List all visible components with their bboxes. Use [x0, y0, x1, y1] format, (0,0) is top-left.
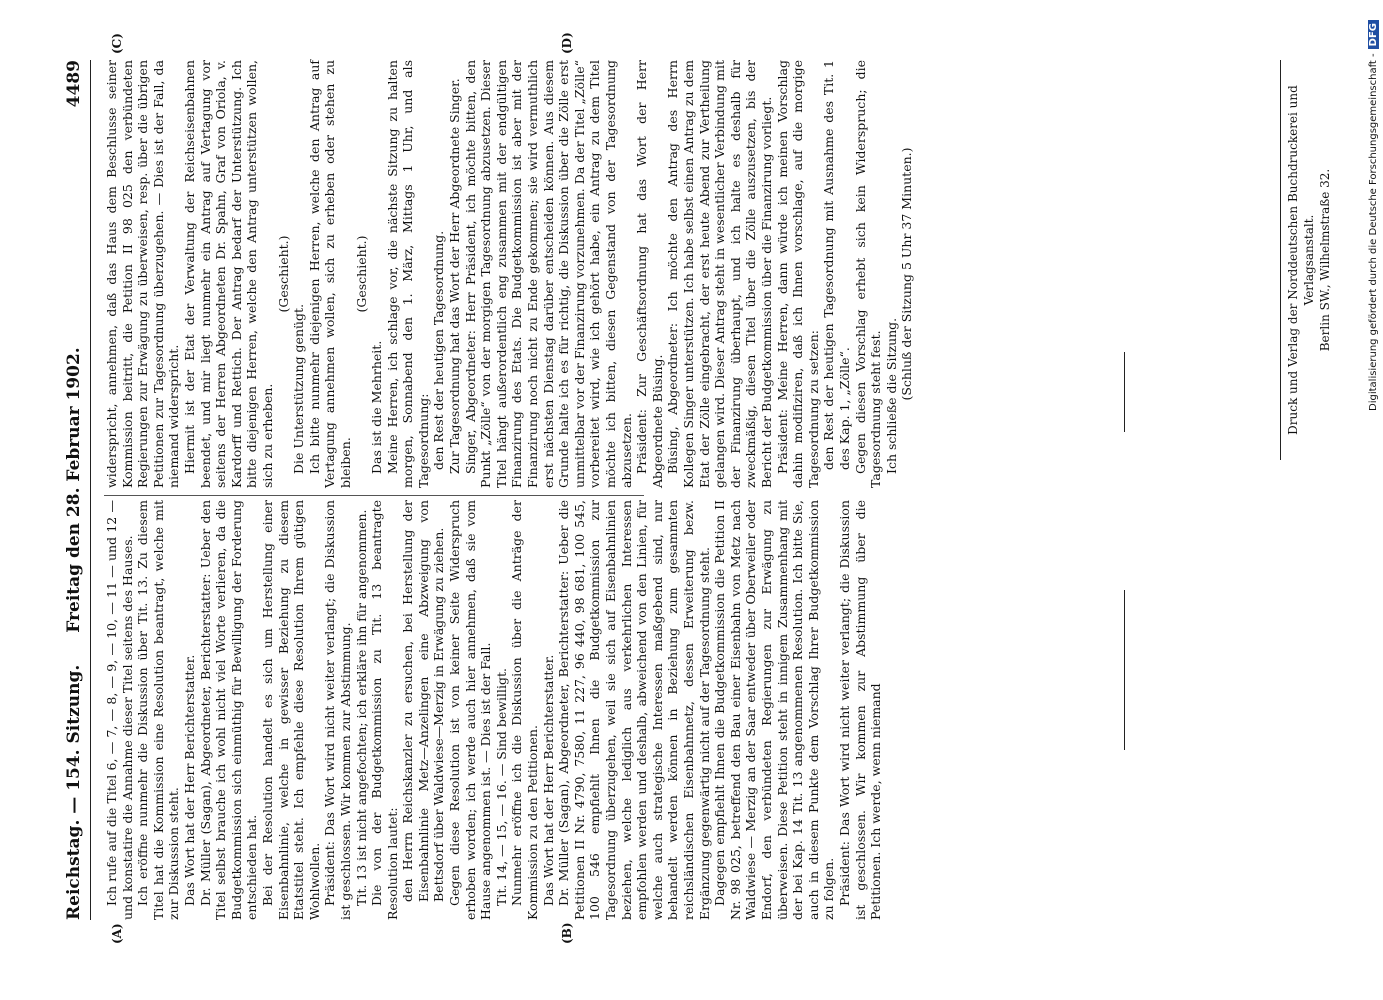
column-divider — [104, 495, 644, 496]
digitization-text: Digitalisierung gefördert durch die Deutsche Forschungsgemeinschaft - — [1368, 53, 1379, 411]
resolution-text: den Herrn Reichskanzler zu ersuchen, bei Herstellung der Eisenbahnlinie Metz—Anzelingen eine Abzweigung von Bettsdorf über Waldwiese—Merzig in Erwägung zu ziehen. — [400, 500, 447, 902]
paragraph: Präsident: Zur Geschäftsordnung hat das Wort der Herr Abgeordnete Büsing. — [634, 60, 665, 488]
paragraph: Bei der Resolution handelt es sich um Herstellung einer Eisenbahnlinie, welche in gewisser Beziehung zu diesem Etatstitel steht. Ich empfehle diese Resolution Ihrem gütigen Wohlwollen. — [259, 500, 322, 920]
printer-address: Berlin SW., Wilhelmstraße 32. — [1318, 168, 1332, 352]
agenda-item: den Rest der heutigen Tagesordnung mit Ausnahme des Tit. 1 des Kap. 1, „Zölle“. — [821, 60, 852, 470]
dfg-logo: DFG — [1368, 20, 1379, 49]
paragraph: Meine Herren, ich schlage vor, die nächste Sitzung zu halten morgen, Sonnabend den 1. März, Mittags 1 Uhr, und als Tagesordnung: — [384, 60, 431, 488]
marker-b: (B) — [560, 922, 574, 944]
paragraph: Gegen diesen Vorschlag erhebt sich kein Widerspruch; die Tagesordnung steht fest. — [852, 60, 884, 488]
paragraph: Das Wort hat der Herr Berichterstatter. — [181, 654, 197, 906]
header-left: Reichstag. — 154. Sitzung. — [64, 664, 84, 920]
agenda-item: den Rest der heutigen Tagesordnung. — [431, 230, 447, 470]
paragraph: Ich bitte nunmehr diejenigen Herren, welche den Antrag auf Vertagung annehmen wollen, sich zu erheben oder stehen zu bleiben. — [306, 60, 353, 488]
paragraph: Tit. 13 ist nicht angefochten; ich erkläre ihn für angenommen. — [353, 509, 369, 906]
paragraph: Tit. 14, — 15, — 16. — Sind bewilligt. — [493, 668, 509, 906]
paragraph: Dr. Müller (Sagan), Abgeordneter, Berichterstatter: Ueber die Petitionen II Nr. 4790, 7580, 11 227, 96 440, 98 681, 100 545, 100 546 empfiehlt Ihnen die Budgetkommission zur Tagesordnung überzugehen, weil sie sich auf Eisenbahnlinien beziehen, welche lediglich aus verkehrlichen Interessen empfohlen werden und deshalb, abweichend von den Linien, für welche auch strategische Interessen maßgebend sind, nur behandelt werden können in Beziehung zum gesammten reichsländischen Eisenbahnnetz, dessen Erweiterung bezw. Ergänzung gegenwärtig nicht auf der Tagesordnung steht. — [556, 500, 712, 920]
imprint-rule — [1280, 60, 1281, 460]
paragraph: Präsident: Das Wort wird nicht weiter verlangt; die Diskussion ist geschlossen. Wir kommen zur Abstimmung über die Petitionen. Ich werde, wenn niemand — [836, 500, 884, 920]
digitization-note — [1368, 20, 1379, 920]
page-header — [64, 60, 91, 920]
printer-line: Druck und Verlag der Norddeutschen Buchdruckerei und Verlagsanstalt. — [1286, 85, 1316, 435]
separator-rule — [1124, 352, 1125, 432]
paragraph: Dagegen empfiehlt Ihnen die Budgetkommission die Petition II Nr. 98 025, betreffend den Bau einer Eisenbahn von Metz nach Waldwiese — Merzig an der Saar entweder über Oberweiler oder Endorf, den verbündeten Regierungen zur Erwägung zu überweisen. Diese Petition steht in innigem Zusammenhang mit der bei Kap. 14 Tit. 13 angenommenen Resolution. Ich bitte Sie, auch in diesem Punkte dem Vorschlag Ihrer Budgetkommission zu folgen. — [712, 500, 837, 920]
paragraph: Zur Tagesordnung hat das Wort der Herr Abgeordnete Singer. — [447, 78, 463, 474]
paragraph: Die Unterstützung genügt. — [291, 303, 307, 474]
paragraph: Nunmehr eröffne ich die Diskussion über die Anträge der Kommission zu den Petitionen. — [509, 500, 541, 920]
paragraph: Die von der Budgetkommission zu Tit. 13 beantragte Resolution lautet: — [369, 500, 400, 920]
paragraph: Präsident: Meine Herren, dann würde ich meinen Vorschlag dahin modifiziren, daß ich Ihnen vorschlage, auf die morgige Tagesordnung zu setzen: — [774, 60, 821, 488]
header-date: Freitag den 28. Februar 1902. — [64, 347, 84, 633]
closing-note: (Schluß der Sitzung 5 Uhr 37 Minuten.) — [899, 147, 915, 401]
paragraph: Ich eröffne nunmehr die Diskussion über Tit. 13. Zu diesem Titel hat die Kommission eine Resolution beantragt, welche mit zur Diskussion steht. — [135, 500, 182, 920]
stage-direction: (Geschieht.) — [353, 235, 369, 313]
paragraph: widerspricht, annehmen, daß das Haus dem Beschlusse seiner Kommission beitritt, die Petition II 98 025 den verbündeten Regierungen zur Erwägung zu überweisen, resp. über die übrigen Petitionen zur Tagesordnung überzugehen. — Dies ist der Fall, da niemand widerspricht. — [104, 60, 182, 488]
paragraph: Das Wort hat der Herr Berichterstatter. — [540, 654, 556, 906]
paragraph: Das ist die Mehrheit. — [369, 340, 385, 474]
paragraph: Ich rufe auf die Titel 6, — 7, — 8, — 9, — 10, — 11 — und 12 — und konstatire die Annahme dieser Titel seitens des Hauses. — [104, 500, 135, 920]
marker-a: (A) — [110, 923, 124, 944]
printer-imprint — [1280, 60, 1340, 460]
right-column — [104, 60, 915, 488]
paragraph: Ich schließe die Sitzung. — [883, 317, 899, 474]
stage-direction: (Geschieht.) — [275, 235, 291, 313]
marker-d: (D) — [560, 32, 574, 54]
paragraph: Gegen diese Resolution ist von keiner Seite Widerspruch erhoben worden; ich werde auch hier annehmen, daß sie vom Hause angenommen ist. — Dies ist der Fall. — [447, 500, 494, 920]
left-column — [104, 500, 884, 920]
separator-rule — [1124, 590, 1125, 750]
page-number: 4489 — [64, 60, 84, 108]
paragraph: Büsing, Abgeordneter: Ich möchte den Antrag des Herrn Kollegen Singer unterstützen. Ich habe selbst einen Antrag zu dem Etat der Zölle eingebracht, der erst heute Abend zur Vertheilung gelangen wird. Dieser Antrag steht in wesentlicher Verbindung mit der Finanzirung überhaupt, und ich halte es deshalb für zweckmäßig, diesen Titel über die Zölle auszusetzen, bis der Bericht der Budgetkommission über die Finanzirung vorliegt. — [665, 60, 774, 488]
paragraph: Hiermit ist der Etat der Verwaltung der Reichseisenbahnen beendet, und mir liegt nunmehr ein Antrag auf Vertagung vor seitens der Herren Abgeordneten Dr. Spahn, Graf von Oriola, v. Kardorff und Rettich. Der Antrag bedarf der Unterstützung. Ich bitte diejenigen Herren, welche den Antrag unterstützen wollen, sich zu erheben. — [181, 60, 275, 488]
paragraph: Singer, Abgeordneter: Herr Präsident, ich möchte bitten, den Punkt „Zölle“ von der morgigen Tagesordnung abzusetzen. Dieser Titel hängt außerordentlich eng zusammen mit der endgültigen Finanzirung des Etats. Die Budgetkommission ist aber mit der Finanzirung noch nicht zu Ende gekommen; sie wird vermuthlich erst nächsten Dienstag darüber entscheiden können. Aus diesem Grunde halte ich es für richtig, die Diskussion über die Zölle erst unmittelbar vor der Finanzirung vorzunehmen. Da der Titel „Zölle“ vorbereitet wird, wie ich gehört habe, ein Antrag zu dem Titel möchte ich bitten, diesen Gegenstand von der Tagesordnung abzusetzen. — [462, 60, 634, 488]
paragraph: Präsident: Das Wort wird nicht weiter verlangt; die Diskussion ist geschlossen. Wir kommen zur Abstimmung. — [322, 500, 353, 920]
marker-c: (C) — [110, 33, 124, 54]
paragraph: Dr. Müller (Sagan), Abgeordneter, Berichterstatter: Ueber den Titel selbst brauche ich wohl nicht viel Worte verlieren, da die Budgetkommission sich einmüthig für Bewilligung der Forderung entschieden hat. — [197, 500, 260, 920]
